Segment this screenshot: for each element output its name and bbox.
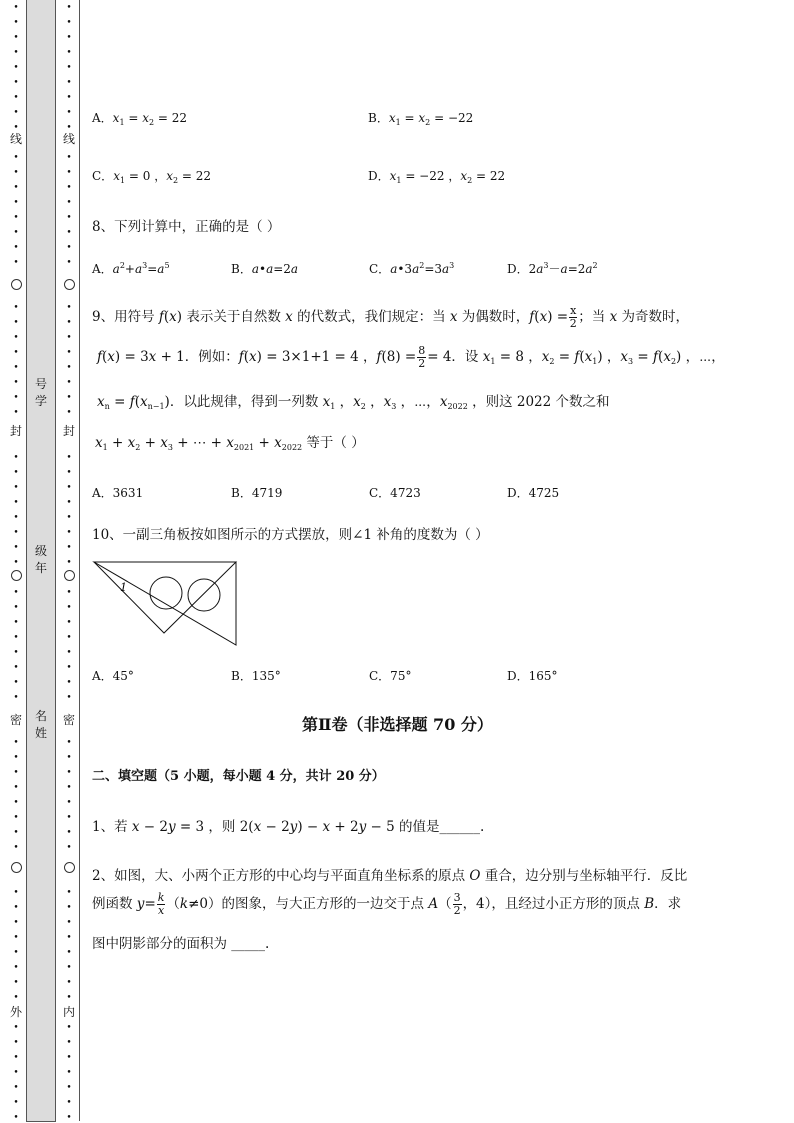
binding-dot: • <box>66 513 72 523</box>
q10-option-a: A．45° <box>92 669 134 683</box>
binding-dot: • <box>66 1023 72 1033</box>
binding-dot: • <box>13 513 19 523</box>
binding-dot: • <box>66 738 72 748</box>
binding-dot: • <box>13 258 19 268</box>
binding-dot: • <box>13 963 19 973</box>
binding-dot: • <box>13 1053 19 1063</box>
binding-dot: • <box>66 558 72 568</box>
binding-dot: • <box>66 843 72 853</box>
binding-dot: • <box>66 693 72 703</box>
left-binding-label: 密 <box>9 713 22 727</box>
binding-dot: • <box>13 1083 19 1093</box>
binding-dot: • <box>13 828 19 838</box>
binding-dot: • <box>13 483 19 493</box>
binding-dot: • <box>13 1098 19 1108</box>
binding-dot: • <box>66 1068 72 1078</box>
binding-dot: • <box>13 183 19 193</box>
binding-dot: • <box>66 168 72 178</box>
binding-dot: • <box>13 738 19 748</box>
binding-dot: • <box>13 153 19 163</box>
binding-dot: • <box>13 33 19 43</box>
binding-dot: • <box>13 348 19 358</box>
binding-dot: • <box>13 543 19 553</box>
binding-dot: • <box>66 603 72 613</box>
binding-dot: • <box>13 663 19 673</box>
binding-dot: • <box>66 393 72 403</box>
student-number-label: 号 学 <box>34 377 47 408</box>
binding-dot: • <box>66 798 72 808</box>
three-halves-fraction: $\frac{3}{2}$ <box>453 891 461 917</box>
binding-dot: • <box>66 918 72 928</box>
q9-line-2: f(x) = 3x + 1．例如：f(x) = 3×1+1 = 4 ，f(8) = $\frac{8}{2}$ = 4．设 $x_1 = 8$ ，$x_2 = f(x_1)$ ，$x_3 = f(x_2)$ ，⋯， <box>97 344 725 370</box>
binding-dot: • <box>66 333 72 343</box>
binding-dot: • <box>66 978 72 988</box>
binding-dot: • <box>13 318 19 328</box>
binding-dot: • <box>66 768 72 778</box>
q9-fraction-8-over-2: $\frac{8}{2}$ <box>418 344 426 370</box>
binding-dot: • <box>13 63 19 73</box>
binding-dot: • <box>13 123 19 133</box>
binding-circle-icon <box>64 862 75 873</box>
binding-dot: • <box>13 453 19 463</box>
binding-dot: • <box>66 48 72 58</box>
margin-rule <box>79 0 80 1121</box>
q7-option-c: C．$x_1 = 0$ ，$x_2 = 22$ <box>92 169 212 185</box>
binding-dot: • <box>13 303 19 313</box>
binding-dot: • <box>66 648 72 658</box>
binding-dot: • <box>13 198 19 208</box>
binding-dot: • <box>13 78 19 88</box>
binding-dot: • <box>13 843 19 853</box>
binding-dot: • <box>13 903 19 913</box>
q9-option-c: C．4723 <box>369 486 421 500</box>
binding-dot: • <box>66 18 72 28</box>
binding-dot: • <box>66 1098 72 1108</box>
binding-dot: • <box>13 948 19 958</box>
binding-dot: • <box>13 48 19 58</box>
binding-dot: • <box>66 903 72 913</box>
binding-dot: • <box>66 663 72 673</box>
binding-dot: • <box>66 453 72 463</box>
binding-dot: • <box>13 588 19 598</box>
binding-dot: • <box>66 108 72 118</box>
binding-dot: • <box>13 1038 19 1048</box>
q10-option-c: C．75° <box>369 669 412 683</box>
binding-dot: • <box>66 1113 72 1123</box>
binding-dot: • <box>13 408 19 418</box>
left-binding-label: 外 <box>9 1005 22 1019</box>
binding-dot: • <box>66 78 72 88</box>
q9-line-3: $x_n = f(x_{n-1})$．以此规律，得到一列数 $x_1$ ，$x_2$ ，$x_3$ ，⋯，$x_{2022}$ ，则这 2022 个数之和 <box>97 394 610 411</box>
binding-dot: • <box>66 1083 72 1093</box>
q9-option-b: B．4719 <box>231 486 283 500</box>
binding-dot: • <box>13 108 19 118</box>
binding-dot: • <box>13 888 19 898</box>
binding-dot: • <box>13 393 19 403</box>
binding-dot: • <box>13 993 19 1003</box>
binding-dot: • <box>66 228 72 238</box>
left-binding-label: 线 <box>9 132 22 146</box>
binding-dot: • <box>66 408 72 418</box>
binding-dot: • <box>66 123 72 133</box>
binding-dot: • <box>66 543 72 553</box>
q8-option-b: B．a•a=2a <box>231 262 299 276</box>
binding-dot: • <box>13 558 19 568</box>
binding-dot: • <box>13 1113 19 1123</box>
fill-question-2-line-3: 图中阴影部分的面积为 _____. <box>92 936 270 952</box>
binding-dot: • <box>66 753 72 763</box>
binding-dot: • <box>13 528 19 538</box>
binding-dot: • <box>13 618 19 628</box>
q9-option-d: D．4725 <box>507 486 560 500</box>
binding-circle-icon <box>11 570 22 581</box>
binding-dot: • <box>13 1023 19 1033</box>
binding-dot: • <box>66 303 72 313</box>
binding-dot: • <box>13 783 19 793</box>
binding-dot: • <box>66 153 72 163</box>
binding-dot: • <box>66 3 72 13</box>
set-square-figure <box>92 560 240 648</box>
binding-dot: • <box>13 18 19 28</box>
binding-dot: • <box>13 333 19 343</box>
right-binding-label: 线 <box>62 132 75 146</box>
binding-dot: • <box>13 918 19 928</box>
student-info-band <box>26 0 56 1122</box>
fill-in-section-heading: 二、填空题（5 小题，每小题 4 分，共计 20 分） <box>92 769 385 784</box>
binding-dot: • <box>66 93 72 103</box>
binding-dot: • <box>66 378 72 388</box>
binding-dot: • <box>13 753 19 763</box>
circle-right <box>188 579 220 611</box>
left-binding-label: 封 <box>9 424 22 438</box>
binding-dot: • <box>66 993 72 1003</box>
binding-dot: • <box>66 318 72 328</box>
left-dotted-binding-line <box>10 0 22 1123</box>
binding-dot: • <box>13 243 19 253</box>
right-binding-label: 封 <box>62 424 75 438</box>
class-label: 级 年 <box>34 544 47 575</box>
fill-question-2-line-1: 2、如图，大、小两个正方形的中心均与平面直角坐标系的原点 O 重合，边分别与坐标轴平行．反比 <box>92 868 688 884</box>
binding-dot: • <box>13 228 19 238</box>
binding-dot: • <box>66 213 72 223</box>
binding-dot: • <box>13 378 19 388</box>
binding-dot: • <box>66 963 72 973</box>
q9-fraction-x-over-2: $\frac{x}{2}$ <box>569 304 577 330</box>
q7-option-d: D．$x_1 = -22$ ，$x_2 = 22$ <box>368 169 506 185</box>
binding-dot: • <box>66 888 72 898</box>
q10-stem: 10、一副三角板按如图所示的方式摆放，则∠1 补角的度数为（ ） <box>92 527 489 543</box>
binding-dot: • <box>13 498 19 508</box>
q9-line-4: $x_1 + x_2 + x_3$ + ⋯ + $x_{2021} + x_{2022}$ 等于（ ） <box>95 435 365 452</box>
binding-dot: • <box>66 243 72 253</box>
binding-dot: • <box>66 933 72 943</box>
k-over-x-fraction: $\frac{k}{x}$ <box>157 891 165 917</box>
fill-question-2-line-2: 例函数 y= $\frac{k}{x}$ （k≠0）的图象，与大正方形的一边交于点 A（ $\frac{3}{2}$ ，4），且经过小正方形的顶点 B．求 <box>92 891 682 917</box>
right-dotted-binding-line <box>63 0 75 1123</box>
binding-dot: • <box>13 798 19 808</box>
q10-option-b: B．135° <box>231 669 281 683</box>
binding-dot: • <box>66 468 72 478</box>
binding-dot: • <box>13 768 19 778</box>
binding-dot: • <box>66 33 72 43</box>
binding-circle-icon <box>64 570 75 581</box>
binding-dot: • <box>13 633 19 643</box>
binding-dot: • <box>13 3 19 13</box>
binding-dot: • <box>13 933 19 943</box>
q7-option-a: A．$x_1 = x_2 = 22$ <box>92 111 188 127</box>
fill-question-1: 1、若 x − 2y = 3 ，则 2(x − 2y) − x + 2y − 5 的值是______. <box>92 819 485 835</box>
binding-dot: • <box>13 603 19 613</box>
angle-1-label: 1 <box>120 581 127 594</box>
binding-dot: • <box>66 498 72 508</box>
binding-dot: • <box>66 678 72 688</box>
binding-dot: • <box>66 948 72 958</box>
binding-circle-icon <box>11 862 22 873</box>
q9-option-a: A．3631 <box>92 486 144 500</box>
binding-dot: • <box>66 1038 72 1048</box>
binding-circle-icon <box>64 279 75 290</box>
binding-dot: • <box>66 588 72 598</box>
binding-dot: • <box>66 183 72 193</box>
binding-dot: • <box>13 813 19 823</box>
binding-dot: • <box>13 93 19 103</box>
binding-dot: • <box>66 483 72 493</box>
binding-dot: • <box>66 618 72 628</box>
binding-dot: • <box>13 168 19 178</box>
q7-option-b: B．$x_1 = x_2 = -22$ <box>368 111 474 127</box>
q8-option-d: D．$2a^3-a=2a^2$ <box>507 261 598 276</box>
binding-dot: • <box>66 258 72 268</box>
q9-line-1: 9、用符号 f(x) 表示关于自然数 x 的代数式，我们规定：当 x 为偶数时，f(x) = $\frac{x}{2}$ ；当 x 为奇数时， <box>92 304 690 330</box>
binding-dot: • <box>13 648 19 658</box>
q8-option-a: A．$a^2+a^3=a^5$ <box>92 261 170 276</box>
name-label: 名 姓 <box>34 709 47 740</box>
binding-dot: • <box>66 363 72 373</box>
binding-dot: • <box>13 693 19 703</box>
binding-circle-icon <box>11 279 22 290</box>
binding-dot: • <box>13 978 19 988</box>
binding-dot: • <box>66 198 72 208</box>
binding-dot: • <box>66 828 72 838</box>
binding-dot: • <box>13 363 19 373</box>
q10-option-d: D．165° <box>507 669 558 683</box>
binding-dot: • <box>13 213 19 223</box>
right-binding-label: 内 <box>62 1005 75 1019</box>
part-2-title: 第Ⅱ卷（非选择题 70 分） <box>302 715 493 734</box>
binding-dot: • <box>13 468 19 478</box>
right-binding-label: 密 <box>62 713 75 727</box>
q8-option-c: C．$a•3a^2=3a^3$ <box>369 261 455 276</box>
binding-dot: • <box>66 348 72 358</box>
binding-dot: • <box>13 1068 19 1078</box>
binding-dot: • <box>66 63 72 73</box>
binding-dot: • <box>66 528 72 538</box>
triangle-left <box>94 562 236 633</box>
binding-dot: • <box>66 813 72 823</box>
binding-dot: • <box>13 678 19 688</box>
binding-dot: • <box>66 783 72 793</box>
binding-dot: • <box>66 633 72 643</box>
binding-dot: • <box>66 1053 72 1063</box>
q8-stem: 8、下列计算中，正确的是（ ） <box>92 219 281 235</box>
